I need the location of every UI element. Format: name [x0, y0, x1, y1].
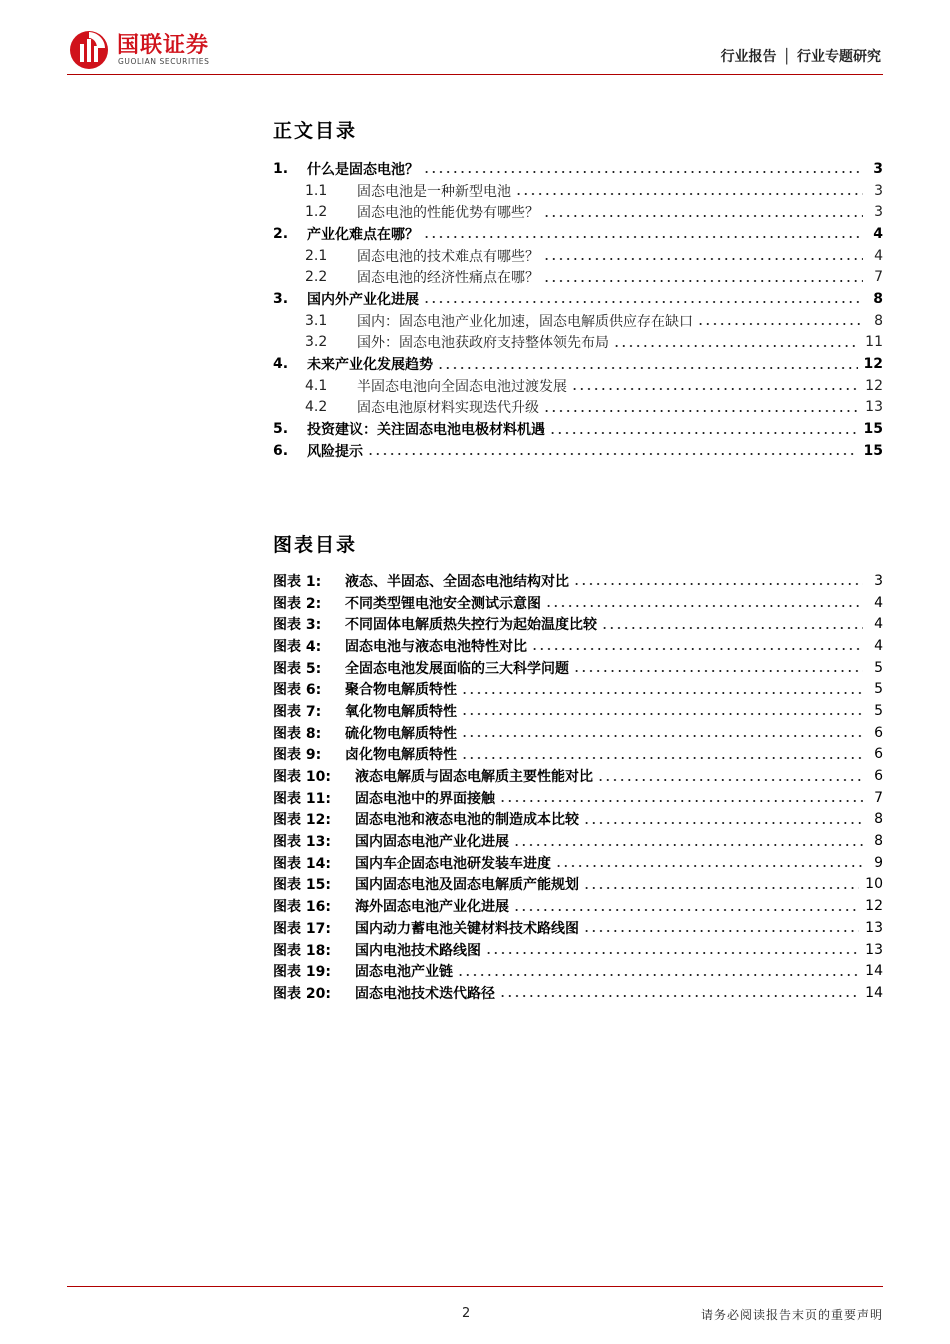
toc-entry-number: 1.2 [305, 204, 328, 221]
figure-entry-page: 8 [874, 811, 883, 828]
header-separator: │ [782, 49, 791, 65]
toc-entry-number: 5. [273, 421, 289, 438]
guolian-logo-icon [67, 26, 111, 70]
toc-list [273, 158, 883, 462]
figure-entry-page: 5 [874, 702, 883, 719]
figure-entry-label: 液态电解质与固态电解质主要性能对比 [355, 769, 593, 786]
dot-leader [499, 994, 859, 998]
toc-entry[interactable] [273, 440, 883, 462]
toc-entry-label: 固态电池的性能优势有哪些？ [357, 205, 539, 222]
toc-entry-label: 国内：固态电池产业化加速，固态电解质供应存在缺口 [357, 313, 693, 330]
figure-entry-number: 图表 4: [273, 638, 322, 655]
figure-entry[interactable] [273, 960, 883, 982]
toc-entry[interactable] [273, 288, 883, 310]
dot-leader [571, 387, 859, 391]
toc-entry-page: 15 [863, 421, 883, 438]
figure-entry-number: 图表 6: [273, 682, 322, 699]
toc-entry-page: 8 [873, 290, 883, 307]
toc-title: 正文目录 [273, 120, 358, 142]
guolian-logo [67, 22, 287, 70]
toc-entry-label: 半固态电池向全固态电池过渡发展 [357, 378, 567, 395]
toc-entry[interactable] [273, 353, 883, 375]
dot-leader [583, 821, 863, 825]
dot-leader [543, 279, 863, 283]
figure-entry-page: 4 [874, 637, 883, 654]
dot-leader [583, 886, 859, 890]
toc-entry-label: 国内外产业化进展 [307, 291, 419, 308]
figure-entry-page: 6 [874, 724, 883, 741]
toc-entry[interactable] [273, 397, 883, 419]
figure-entry-number: 图表 10: [273, 769, 331, 786]
figure-entry[interactable] [273, 895, 883, 917]
brand-name-cn: 国联证券 [117, 33, 210, 58]
toc-entry-label: 固态电池的技术难点有哪些？ [357, 248, 539, 265]
report-subtype: 行业专题研究 [797, 49, 881, 65]
brand-name-en: GUOLIAN SECURITIES [118, 57, 210, 66]
toc-entry[interactable] [273, 201, 883, 223]
toc-entry-page: 3 [873, 160, 883, 177]
figure-entry[interactable] [273, 765, 883, 787]
dot-leader [513, 908, 859, 912]
figure-entry[interactable] [273, 592, 883, 614]
toc-entry-label: 投资建议：关注固态电池电极材料机遇 [307, 422, 545, 439]
dot-leader [515, 192, 863, 196]
figure-entry[interactable] [273, 830, 883, 852]
dot-leader [543, 257, 863, 261]
dot-leader [461, 734, 863, 738]
figure-entry-page: 6 [874, 768, 883, 785]
toc-entry[interactable] [273, 158, 883, 180]
figure-entry-number: 图表 18: [273, 942, 331, 959]
toc-entry[interactable] [273, 180, 883, 202]
toc-entry-number: 6. [273, 442, 289, 459]
figure-entry-page: 7 [874, 789, 883, 806]
figure-entry-label: 液态、半固态、全固态电池结构对比 [345, 573, 569, 590]
figure-entry-page: 14 [865, 963, 883, 980]
toc-entry-number: 1. [273, 160, 289, 177]
figures-list [273, 570, 883, 1004]
figure-entry-page: 6 [874, 746, 883, 763]
toc-entry-number: 4.2 [305, 399, 328, 416]
figure-entry-page: 4 [874, 594, 883, 611]
toc-entry-page: 7 [874, 269, 883, 286]
figure-entry-page: 9 [874, 854, 883, 871]
figure-entry-label: 固态电池中的界面接触 [355, 790, 495, 807]
dot-leader [485, 951, 859, 955]
toc-entry[interactable] [273, 375, 883, 397]
toc-entry-label: 产业化难点在哪？ [307, 226, 419, 243]
figure-entry[interactable] [273, 613, 883, 635]
figures-title: 图表目录 [273, 534, 358, 556]
dot-leader [573, 582, 863, 586]
toc-entry-page: 12 [865, 377, 883, 394]
dot-leader [513, 843, 863, 847]
dot-leader [423, 170, 863, 174]
figure-entry[interactable] [273, 852, 883, 874]
report-category [721, 46, 881, 66]
toc-entry-label: 国外：固态电池获政府支持整体领先布局 [357, 335, 609, 352]
figure-entry-page: 3 [874, 572, 883, 589]
dot-leader [601, 626, 863, 630]
figure-entry-number: 图表 14: [273, 855, 331, 872]
header-divider [67, 74, 883, 75]
figure-entry-label: 不同类型锂电池安全测试示意图 [345, 595, 541, 612]
toc-entry-page: 3 [874, 182, 883, 199]
figure-entry-label: 固态电池产业链 [355, 964, 453, 981]
figure-entry-label: 卤化物电解质特性 [345, 747, 457, 764]
figure-entry-label: 不同固体电解质热失控行为起始温度比较 [345, 617, 597, 634]
dot-leader [549, 431, 858, 435]
toc-entry-number: 2.1 [305, 247, 328, 264]
toc-entry-number: 3.1 [305, 312, 328, 329]
toc-entry-number: 4.1 [305, 377, 328, 394]
figure-entry-page: 13 [865, 941, 883, 958]
dot-leader [461, 691, 863, 695]
toc-entry-label: 风险提示 [307, 443, 363, 460]
figure-entry-number: 图表 19: [273, 964, 331, 981]
toc-entry[interactable] [273, 332, 883, 354]
toc-entry-page: 4 [873, 225, 883, 242]
toc-entry-page: 4 [874, 247, 883, 264]
figure-entry-number: 图表 3: [273, 617, 322, 634]
toc-entry-page: 15 [863, 442, 883, 459]
figure-entry-number: 图表 9: [273, 747, 322, 764]
dot-leader [697, 322, 863, 326]
toc-entry-page: 8 [874, 312, 883, 329]
figure-entry[interactable] [273, 809, 883, 831]
toc-entry-label: 固态电池的经济性痛点在哪？ [357, 270, 539, 287]
figure-entry-number: 图表 5: [273, 660, 322, 677]
figure-entry-label: 固态电池和液态电池的制造成本比较 [355, 812, 579, 829]
toc-entry-number: 3.2 [305, 334, 328, 351]
dot-leader [457, 973, 859, 977]
figure-entry-label: 国内固态电池及固态电解质产能规划 [355, 877, 579, 894]
toc-entry-label: 固态电池原材料实现迭代升级 [357, 400, 539, 417]
figure-entry-label: 国内电池技术路线图 [355, 942, 481, 959]
report-type: 行业报告 [720, 49, 777, 65]
toc-entry-number: 4. [273, 356, 289, 373]
figure-entry-number: 图表 7: [273, 703, 322, 720]
figure-entry-label: 海外固态电池产业化进展 [355, 899, 509, 916]
figure-entry-label: 国内动力蓄电池关键材料技术路线图 [355, 920, 579, 937]
figure-entry[interactable] [273, 744, 883, 766]
toc-entry-label: 未来产业化发展趋势 [307, 357, 433, 374]
figure-entry-number: 图表 13: [273, 834, 331, 851]
toc-entry-number: 3. [273, 290, 289, 307]
disclaimer-note: 请务必阅读报告末页的重要声明 [700, 1308, 883, 1322]
toc-entry-number: 2.2 [305, 269, 328, 286]
figure-entry-number: 图表 20: [273, 985, 331, 1002]
toc-entry-number: 1.1 [305, 182, 328, 199]
figure-entry[interactable] [273, 787, 883, 809]
figure-entry-label: 聚合物电解质特性 [345, 682, 457, 699]
figure-entry[interactable] [273, 635, 883, 657]
toc-entry-page: 3 [874, 204, 883, 221]
dot-leader [543, 214, 863, 218]
figure-entry-page: 12 [865, 898, 883, 915]
page-header [67, 22, 883, 74]
page-number: 2 [462, 1306, 471, 1321]
figure-entry-number: 图表 16: [273, 899, 331, 916]
figure-entry-page: 5 [874, 681, 883, 698]
dot-leader [367, 452, 858, 456]
dot-leader [545, 604, 863, 608]
dot-leader [461, 712, 863, 716]
dot-leader [573, 669, 863, 673]
figure-entry-number: 图表 2: [273, 595, 322, 612]
figure-entry-page: 14 [865, 984, 883, 1001]
dot-leader [499, 799, 863, 803]
figure-entry-label: 全固态电池发展面临的三大科学问题 [345, 660, 569, 677]
toc-entry-page: 12 [863, 356, 883, 373]
figure-entry-page: 8 [874, 833, 883, 850]
dot-leader [437, 366, 858, 370]
figure-entry[interactable] [273, 570, 883, 592]
figure-entry-label: 国内固态电池产业化进展 [355, 834, 509, 851]
dot-leader [613, 344, 859, 348]
toc-entry[interactable] [273, 245, 883, 267]
figure-entry-number: 图表 1: [273, 573, 322, 590]
toc-entry[interactable] [273, 310, 883, 332]
figure-entry-label: 固态电池与液态电池特性对比 [345, 638, 527, 655]
figure-entry[interactable] [273, 939, 883, 961]
toc-entry-label: 什么是固态电池？ [307, 161, 419, 178]
figure-entry-page: 10 [865, 876, 883, 893]
dot-leader [597, 778, 863, 782]
dot-leader [531, 647, 863, 651]
toc-entry-page: 11 [865, 334, 883, 351]
dot-leader [543, 409, 859, 413]
figure-entry-number: 图表 15: [273, 877, 331, 894]
figure-entry-number: 图表 17: [273, 920, 331, 937]
figure-entry-page: 13 [865, 919, 883, 936]
toc-entry[interactable] [273, 223, 883, 245]
figure-entry-number: 图表 12: [273, 812, 331, 829]
toc-entry[interactable] [273, 266, 883, 288]
figure-entry-label: 固态电池技术迭代路径 [355, 985, 495, 1002]
dot-leader [461, 756, 863, 760]
toc-entry-page: 13 [865, 399, 883, 416]
figure-entry[interactable] [273, 917, 883, 939]
figure-entry[interactable] [273, 678, 883, 700]
dot-leader [423, 300, 863, 304]
figure-entry[interactable] [273, 874, 883, 896]
figure-entry[interactable] [273, 982, 883, 1004]
figure-entry-page: 5 [874, 659, 883, 676]
figure-entry-label: 氧化物电解质特性 [345, 703, 457, 720]
toc-entry[interactable] [273, 418, 883, 440]
figure-entry[interactable] [273, 722, 883, 744]
figure-entry[interactable] [273, 700, 883, 722]
figure-entry-number: 图表 8: [273, 725, 322, 742]
dot-leader [423, 235, 863, 239]
figure-entry-page: 4 [874, 616, 883, 633]
figure-entry-label: 国内车企固态电池研发装车进度 [355, 855, 551, 872]
toc-entry-number: 2. [273, 225, 289, 242]
dot-leader [555, 864, 863, 868]
figure-entry-number: 图表 11: [273, 790, 331, 807]
footer-divider [67, 1286, 883, 1287]
figure-entry[interactable] [273, 657, 883, 679]
toc-entry-label: 固态电池是一种新型电池 [357, 183, 511, 200]
figure-entry-label: 硫化物电解质特性 [345, 725, 457, 742]
dot-leader [583, 929, 859, 933]
